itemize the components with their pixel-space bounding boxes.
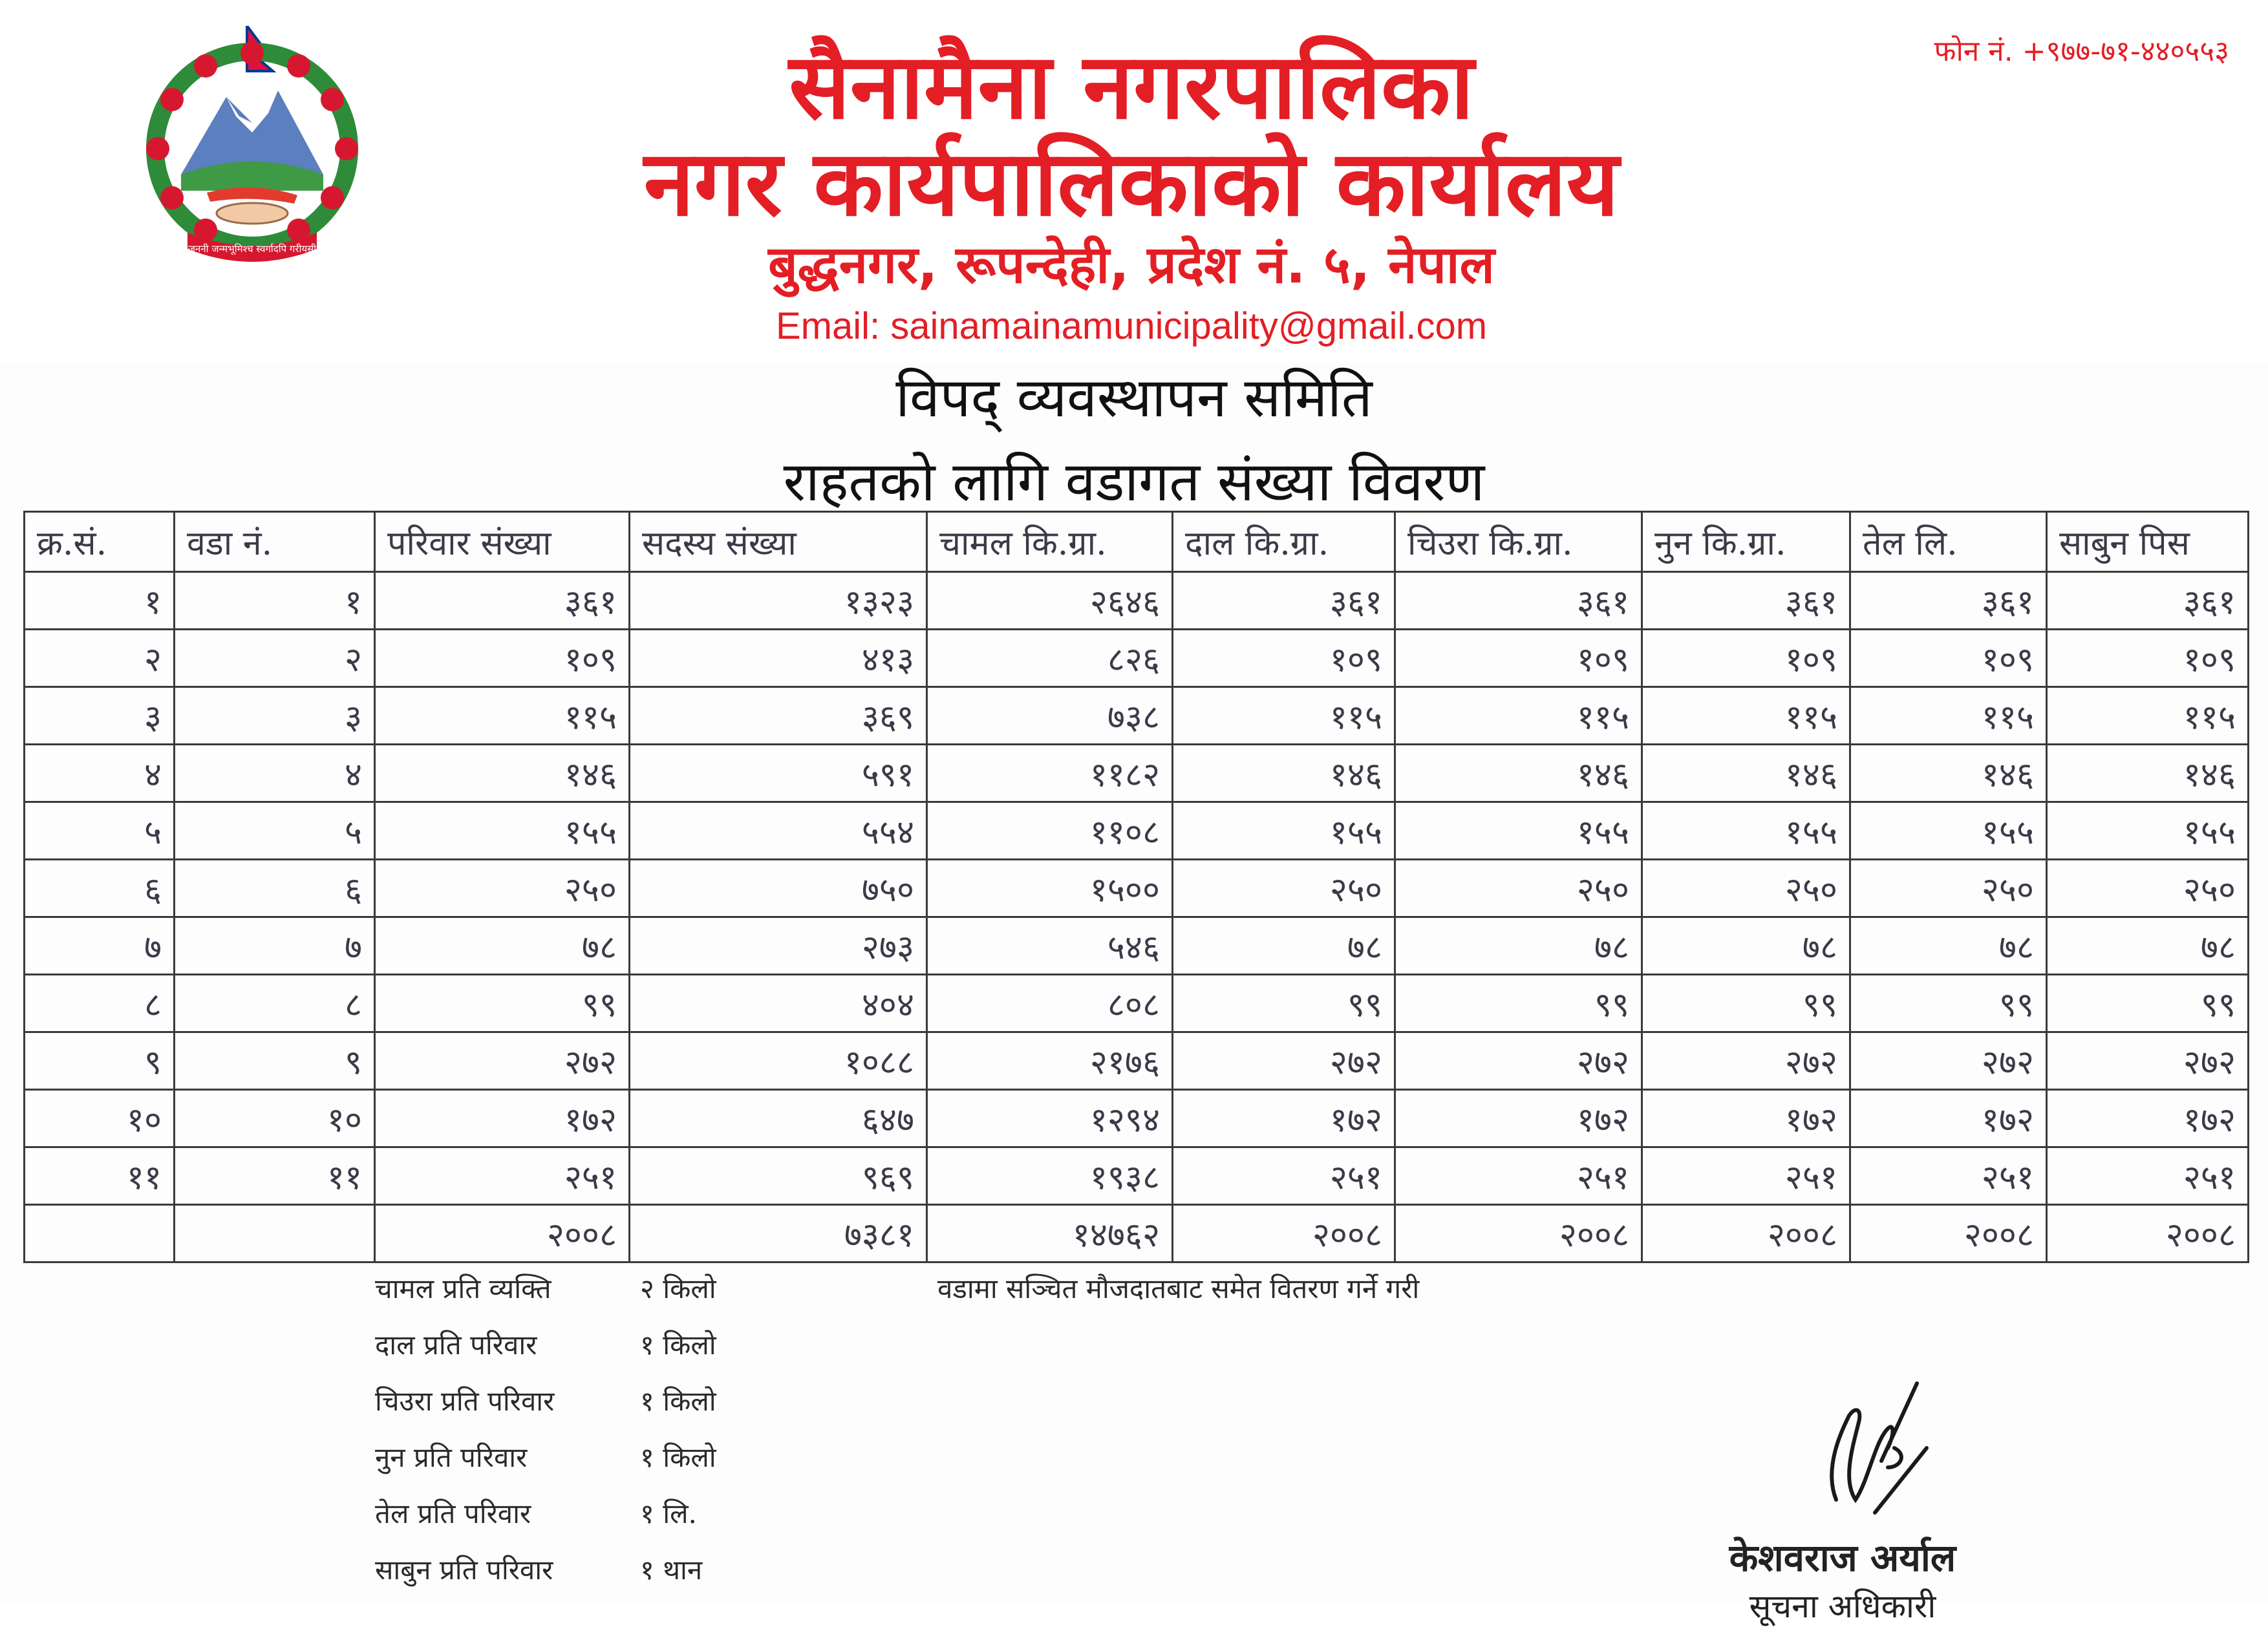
table-cell: ११५ xyxy=(1642,687,1850,745)
table-cell: १४६ xyxy=(1642,745,1850,802)
table-cell: १५५ xyxy=(1173,802,1395,860)
office-email: Email: sainamainamunicipality@gmail.com xyxy=(775,305,1488,347)
table-cell: ३ xyxy=(175,687,375,745)
column-header: सदस्य संख्या xyxy=(630,512,927,572)
table-row xyxy=(25,917,2249,975)
table-cell: २७२ xyxy=(1850,1032,2047,1090)
table-cell: १०९ xyxy=(1395,630,1642,687)
table-cell: ५ xyxy=(25,802,175,860)
letterhead xyxy=(0,0,2268,362)
table-cell: ८२६ xyxy=(927,630,1173,687)
column-header: वडा नं. xyxy=(175,512,375,572)
column-header: तेल लि. xyxy=(1850,512,2047,572)
table-cell: १४६ xyxy=(1395,745,1642,802)
table-cell: २५१ xyxy=(1642,1147,1850,1205)
office-phone: फोन नं. +९७७-७१-४४०५५३ xyxy=(1934,35,2229,68)
svg-text:जननी जन्मभूमिश्च स्वर्गादपि गर: जननी जन्मभूमिश्च स्वर्गादपि गरीयसी xyxy=(187,243,317,255)
table-cell: २५० xyxy=(1173,860,1395,917)
note-label: दाल प्रति परिवार xyxy=(375,1329,537,1361)
table-cell: २७२ xyxy=(1173,1032,1395,1090)
table-cell: १७२ xyxy=(1173,1090,1395,1147)
table-cell: २७२ xyxy=(2047,1032,2249,1090)
table-row xyxy=(25,687,2249,745)
table-cell: १० xyxy=(25,1090,175,1147)
table-cell: १० xyxy=(175,1090,375,1147)
table-cell: ७ xyxy=(25,917,175,975)
table-cell: ४ xyxy=(25,745,175,802)
total-cell: २००८ xyxy=(1642,1205,1850,1262)
table-cell: १५०० xyxy=(927,860,1173,917)
note-value: १ लि. xyxy=(640,1498,697,1529)
table-cell: २ xyxy=(175,630,375,687)
table-cell: ७८ xyxy=(375,917,630,975)
table-cell: २५१ xyxy=(375,1147,630,1205)
table-cell: १०९ xyxy=(1642,630,1850,687)
office-subtitle: नगर कार्यपालिकाको कार्यालय xyxy=(643,131,1620,237)
table-cell: ३ xyxy=(25,687,175,745)
table-cell: ११५ xyxy=(2047,687,2249,745)
table-cell: ८ xyxy=(175,975,375,1032)
table-cell: ११५ xyxy=(1395,687,1642,745)
office-name: सैनामैना नगरपालिका xyxy=(789,34,1474,140)
totals-row xyxy=(25,1205,2249,1262)
table-cell: ३६१ xyxy=(1173,572,1395,630)
table-cell: ५५४ xyxy=(630,802,927,860)
note-value: १ किलो xyxy=(640,1385,716,1417)
table-cell: ६ xyxy=(175,860,375,917)
table-cell: १४६ xyxy=(1173,745,1395,802)
table-cell: ९९ xyxy=(1642,975,1850,1032)
table-cell: १०८८ xyxy=(630,1032,927,1090)
table-header-row xyxy=(25,512,2249,572)
table-cell: २७२ xyxy=(375,1032,630,1090)
table-row xyxy=(25,1032,2249,1090)
table-cell: ६४७ xyxy=(630,1090,927,1147)
table-row xyxy=(25,802,2249,860)
table-cell: २५१ xyxy=(2047,1147,2249,1205)
table-cell: ९ xyxy=(25,1032,175,1090)
table-cell: १०९ xyxy=(1850,630,2047,687)
nepal-government-emblem-icon xyxy=(129,26,375,272)
table-cell: ७३८ xyxy=(927,687,1173,745)
table-cell: १३२३ xyxy=(630,572,927,630)
table-cell: २१७६ xyxy=(927,1032,1173,1090)
table-cell: ९९ xyxy=(1850,975,2047,1032)
table-cell: १७२ xyxy=(1642,1090,1850,1147)
note-item xyxy=(375,1261,892,1317)
table-cell: ९ xyxy=(175,1032,375,1090)
total-cell: २००८ xyxy=(375,1205,630,1262)
column-header: दाल कि.ग्रा. xyxy=(1173,512,1395,572)
table-cell: १९३८ xyxy=(927,1147,1173,1205)
column-header: क्र.सं. xyxy=(25,512,175,572)
table-cell: २५० xyxy=(375,860,630,917)
note-item xyxy=(375,1485,892,1542)
note-label: चिउरा प्रति परिवार xyxy=(375,1385,555,1417)
table-cell: ३६१ xyxy=(2047,572,2249,630)
total-cell: १४७६२ xyxy=(927,1205,1173,1262)
table-row xyxy=(25,860,2249,917)
table-cell: १७२ xyxy=(375,1090,630,1147)
table-cell: ३६९ xyxy=(630,687,927,745)
table-cell: ११५ xyxy=(375,687,630,745)
total-cell: २००८ xyxy=(1173,1205,1395,1262)
table-cell: १४६ xyxy=(2047,745,2249,802)
note-label: चामल प्रति व्यक्ति xyxy=(375,1273,551,1304)
table-row xyxy=(25,745,2249,802)
document-title: राहतको लागि वडागत संख्या विवरण xyxy=(783,450,1485,513)
table-cell: ८ xyxy=(25,975,175,1032)
note-label: साबुन प्रति परिवार xyxy=(375,1554,553,1586)
total-cell: २००८ xyxy=(1850,1205,2047,1262)
table-cell: २५१ xyxy=(1395,1147,1642,1205)
note-item xyxy=(375,1542,892,1598)
table-cell: १०९ xyxy=(2047,630,2249,687)
distribution-note: वडामा सञ्चित मौजदातबाट समेत वितरण गर्ने गरी xyxy=(937,1273,1420,1304)
handwritten-signature-icon xyxy=(1797,1370,1952,1519)
table-cell: १७२ xyxy=(1850,1090,2047,1147)
table-cell: ११५ xyxy=(1173,687,1395,745)
table-cell: १७२ xyxy=(1395,1090,1642,1147)
table-cell: ७८ xyxy=(1642,917,1850,975)
total-cell: २००८ xyxy=(1395,1205,1642,1262)
table-cell: ६ xyxy=(25,860,175,917)
column-header: साबुन पिस xyxy=(2047,512,2249,572)
table-cell: ५४६ xyxy=(927,917,1173,975)
table-row xyxy=(25,1147,2249,1205)
table-cell: ९९ xyxy=(1395,975,1642,1032)
table-cell: १५५ xyxy=(1395,802,1642,860)
ration-notes xyxy=(375,1261,892,1598)
table-cell: ११ xyxy=(175,1147,375,1205)
column-header: चामल कि.ग्रा. xyxy=(927,512,1173,572)
table-row xyxy=(25,975,2249,1032)
table-cell: १५५ xyxy=(2047,802,2249,860)
total-cell xyxy=(25,1205,175,1262)
table-cell: ३६१ xyxy=(1850,572,2047,630)
table-cell: ४ xyxy=(175,745,375,802)
table-cell: ११८२ xyxy=(927,745,1173,802)
table-cell: ४०४ xyxy=(630,975,927,1032)
table-cell: २५० xyxy=(1850,860,2047,917)
note-label: नुन प्रति परिवार xyxy=(375,1442,528,1473)
table-cell: ४१३ xyxy=(630,630,927,687)
table-cell: २५१ xyxy=(1850,1147,2047,1205)
table-cell: ११०८ xyxy=(927,802,1173,860)
table-cell: ३६१ xyxy=(1642,572,1850,630)
column-header: चिउरा कि.ग्रा. xyxy=(1395,512,1642,572)
total-cell: २००८ xyxy=(2047,1205,2249,1262)
table-cell: १७२ xyxy=(2047,1090,2249,1147)
table-cell: २७३ xyxy=(630,917,927,975)
table-cell: ९९ xyxy=(2047,975,2249,1032)
table-cell: ५ xyxy=(175,802,375,860)
table-cell: ७८ xyxy=(2047,917,2249,975)
total-cell xyxy=(175,1205,375,1262)
table-cell: २५० xyxy=(1642,860,1850,917)
table-cell: १२९४ xyxy=(927,1090,1173,1147)
table-cell: १५५ xyxy=(1850,802,2047,860)
table-cell: ३६१ xyxy=(1395,572,1642,630)
table-cell: १०९ xyxy=(375,630,630,687)
table-cell: १४६ xyxy=(1850,745,2047,802)
ward-relief-table xyxy=(23,511,2249,1263)
note-value: १ किलो xyxy=(640,1329,716,1361)
table-cell: २५० xyxy=(1395,860,1642,917)
table-cell: ७८ xyxy=(1173,917,1395,975)
table-cell: ३६१ xyxy=(375,572,630,630)
table-cell: १५५ xyxy=(1642,802,1850,860)
note-value: २ किलो xyxy=(640,1273,716,1304)
table-cell: १ xyxy=(175,572,375,630)
note-item xyxy=(375,1317,892,1373)
table-cell: १५५ xyxy=(375,802,630,860)
column-header: नुन कि.ग्रा. xyxy=(1642,512,1850,572)
relief-document xyxy=(0,362,2268,1625)
table-row xyxy=(25,1090,2249,1147)
table-cell: १०९ xyxy=(1173,630,1395,687)
table-cell: ८०८ xyxy=(927,975,1173,1032)
note-item xyxy=(375,1429,892,1485)
total-cell: ७३८१ xyxy=(630,1205,927,1262)
table-cell: ९६९ xyxy=(630,1147,927,1205)
note-value: १ थान xyxy=(640,1554,703,1586)
table-cell: ११ xyxy=(25,1147,175,1205)
table-cell: २७२ xyxy=(1395,1032,1642,1090)
table-cell: ७८ xyxy=(1395,917,1642,975)
column-header: परिवार संख्या xyxy=(375,512,630,572)
table-cell: २ xyxy=(25,630,175,687)
table-cell: २५० xyxy=(2047,860,2249,917)
table-row xyxy=(25,572,2249,630)
note-item xyxy=(375,1373,892,1429)
table-cell: ७ xyxy=(175,917,375,975)
table-cell: १ xyxy=(25,572,175,630)
table-cell: ९९ xyxy=(375,975,630,1032)
committee-title: विपद् व्यवस्थापन समिति xyxy=(895,366,1373,429)
signer-name: केशवराज अर्याल xyxy=(1729,1536,1956,1580)
note-value: १ किलो xyxy=(640,1442,716,1473)
table-cell: ११५ xyxy=(1850,687,2047,745)
table-cell: २५१ xyxy=(1173,1147,1395,1205)
table-cell: ७५० xyxy=(630,860,927,917)
table-cell: १४६ xyxy=(375,745,630,802)
table-cell: ७८ xyxy=(1850,917,2047,975)
office-address: बुद्धनगर, रूपन्देही, प्रदेश नं. ५, नेपाल xyxy=(768,235,1495,295)
note-label: तेल प्रति परिवार xyxy=(375,1498,531,1529)
table-cell: २७२ xyxy=(1642,1032,1850,1090)
table-cell: ९९ xyxy=(1173,975,1395,1032)
signer-title: सूचना अधिकारी xyxy=(1749,1588,1936,1625)
table-cell: ५९१ xyxy=(630,745,927,802)
table-row xyxy=(25,630,2249,687)
table-cell: २६४६ xyxy=(927,572,1173,630)
